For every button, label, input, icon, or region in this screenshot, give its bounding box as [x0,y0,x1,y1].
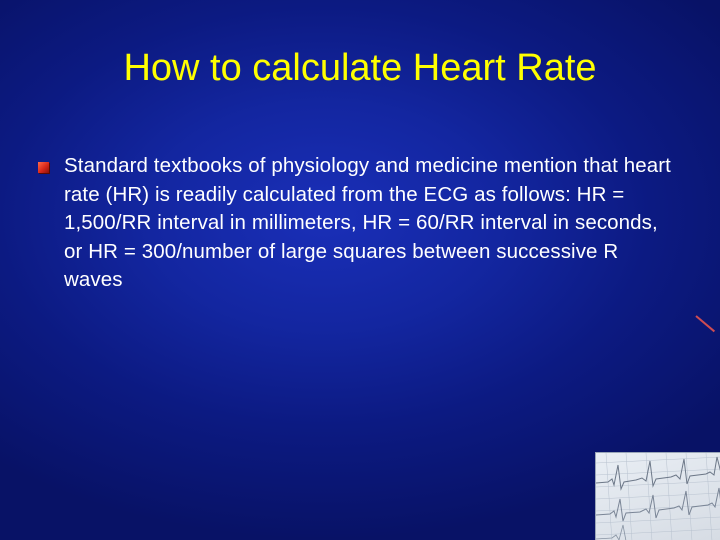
square-bullet-icon [38,162,49,173]
bullet-list [38,152,678,295]
slide-title: How to calculate Heart Rate [123,47,597,89]
decorative-line [695,315,715,332]
ecg-waveform-icon [596,453,720,540]
bullet-text: Standard textbooks of physiology and medicine mention that heart rate (HR) is readily calculated from the ECG as follows: HR = 1,500/RR interval in millimeters, HR = 60/RR interval in seconds, or HR = 300/number of large squares between successive R waves [64,154,671,291]
ecg-strip-image [595,452,720,540]
bullet-item [38,152,678,295]
